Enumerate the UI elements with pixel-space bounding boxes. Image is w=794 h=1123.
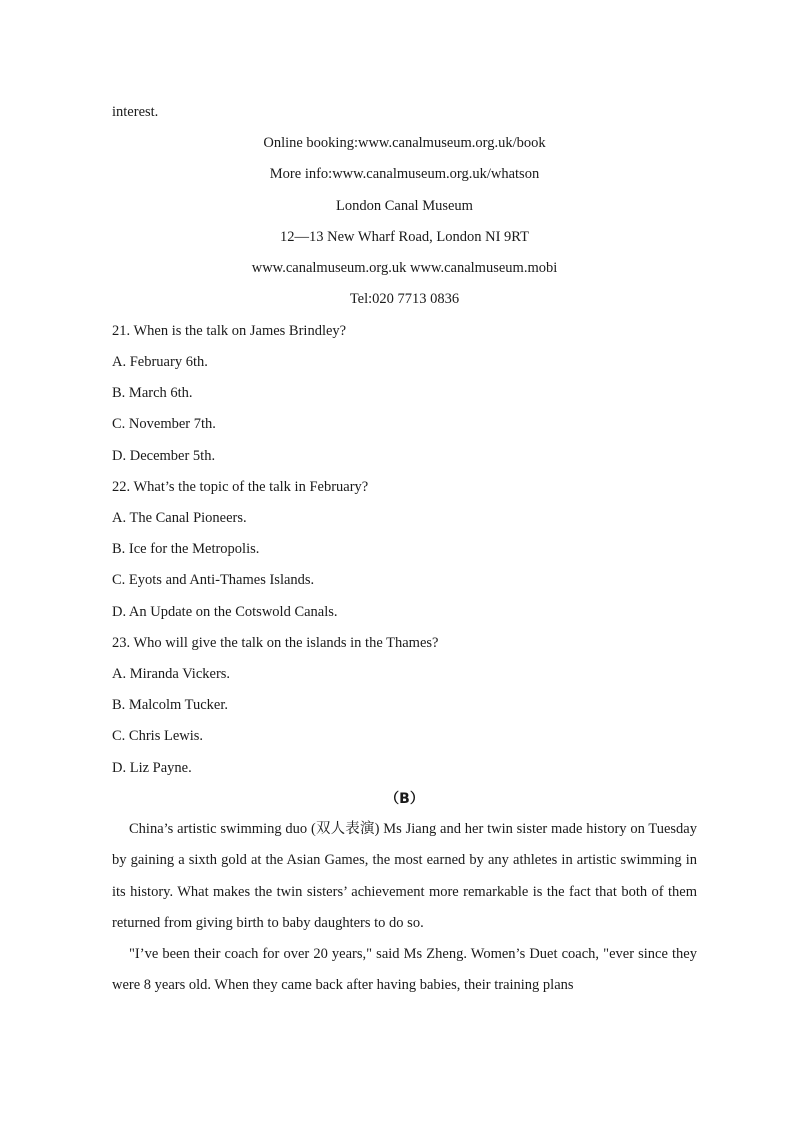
question-22-option-d: D. An Update on the Cotswold Canals. bbox=[112, 604, 338, 620]
question-22-option-b: B. Ice for the Metropolis. bbox=[112, 541, 260, 557]
tel-line: Tel:020 7713 0836 bbox=[349, 291, 460, 307]
question-23-option-a: A. Miranda Vickers. bbox=[112, 666, 231, 682]
continuation-text: interest. bbox=[112, 104, 159, 120]
museum-name: London Canal Museum bbox=[336, 198, 473, 214]
question-22-stem: 22. What’s the topic of the talk in February? bbox=[112, 479, 369, 495]
section-b-body bbox=[112, 814, 697, 1002]
section-b-heading: （B） bbox=[385, 791, 424, 807]
info-line: More info:www.canalmuseum.org.uk/whatson bbox=[269, 166, 540, 182]
question-21-option-a: A. February 6th. bbox=[112, 354, 208, 370]
question-21-stem: 21. When is the talk on James Brindley? bbox=[112, 323, 347, 339]
question-23-stem: 23. Who will give the talk on the islands in the Thames? bbox=[112, 635, 439, 651]
question-23-option-b: B. Malcolm Tucker. bbox=[112, 697, 229, 713]
address-line: 12—13 New Wharf Road, London NI 9RT bbox=[280, 229, 529, 245]
question-22-option-a: A. The Canal Pioneers. bbox=[112, 510, 247, 526]
question-21-option-d: D. December 5th. bbox=[112, 448, 216, 464]
question-21-option-b: B. March 6th. bbox=[112, 385, 193, 401]
section-b-paragraph-1: China’s artistic swimming duo (双人表演) Ms Jiang and her twin sister made history on Tuesday by gaining a sixth gold at the Asian Games, the most earned by any athletes in artistic swimming in its history. What makes the twin sisters’ achievement more remarkable is the fact that both of them returned from giving birth to baby daughters to do so. bbox=[112, 821, 697, 931]
question-21-option-c: C. November 7th. bbox=[112, 416, 216, 432]
question-23-option-c: C. Chris Lewis. bbox=[112, 728, 204, 744]
question-23-option-d: D. Liz Payne. bbox=[112, 760, 192, 776]
section-b-paragraph-2: "I’ve been their coach for over 20 years," said Ms Zheng. Women’s Duet coach, "ever since they were 8 years old. When they came back after having babies, their training plans bbox=[112, 946, 697, 994]
question-22-option-c: C. Eyots and Anti-Thames Islands. bbox=[112, 572, 315, 588]
websites-line: www.canalmuseum.org.uk www.canalmuseum.mobi bbox=[251, 260, 558, 276]
booking-line: Online booking:www.canalmuseum.org.uk/book bbox=[263, 135, 546, 151]
